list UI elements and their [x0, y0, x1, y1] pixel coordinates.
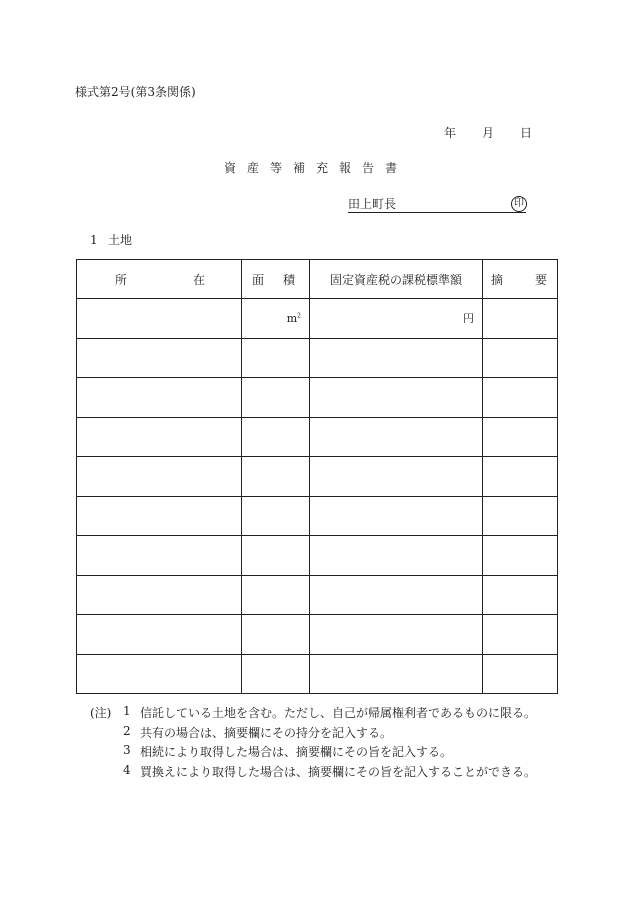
- assessed-value-cell[interactable]: [310, 299, 483, 339]
- section-label: 土地: [108, 233, 133, 247]
- header-area-part1: 面: [252, 272, 265, 287]
- area-unit-exponent: 2: [297, 312, 301, 320]
- area-cell[interactable]: [242, 575, 310, 615]
- location-cell[interactable]: [77, 615, 242, 655]
- area-cell[interactable]: [242, 615, 310, 655]
- assessed-value-cell[interactable]: [310, 496, 483, 536]
- date-line: [444, 127, 532, 139]
- table-body: [77, 299, 558, 694]
- addressee: 田上町長: [348, 198, 526, 213]
- area-cell[interactable]: [242, 299, 310, 339]
- notes-prefix: (注): [90, 706, 112, 720]
- header-area-part2: 積: [282, 272, 295, 287]
- date-year-label: 年: [444, 126, 457, 140]
- seal-mark: 印: [511, 196, 527, 212]
- remarks-cell[interactable]: [483, 457, 558, 497]
- table-header-row: [77, 260, 558, 299]
- table-row: [77, 378, 558, 418]
- location-cell[interactable]: [77, 378, 242, 418]
- table-row: [77, 575, 558, 615]
- remarks-cell[interactable]: [483, 378, 558, 418]
- location-cell[interactable]: [77, 299, 242, 339]
- value-unit: 円: [463, 312, 474, 326]
- table-row: [77, 299, 558, 339]
- remarks-cell[interactable]: [483, 417, 558, 457]
- note-number: 3: [123, 743, 131, 757]
- remarks-cell[interactable]: [483, 299, 558, 339]
- assessed-value-cell[interactable]: [310, 378, 483, 418]
- date-month-label: 月: [482, 126, 495, 140]
- area-cell[interactable]: [242, 378, 310, 418]
- area-cell[interactable]: [242, 536, 310, 576]
- area-cell[interactable]: [242, 496, 310, 536]
- location-cell[interactable]: [77, 457, 242, 497]
- assessed-value-cell[interactable]: [310, 457, 483, 497]
- location-cell[interactable]: [77, 654, 242, 694]
- assessed-value-cell[interactable]: [310, 654, 483, 694]
- remarks-cell[interactable]: [483, 615, 558, 655]
- table-row: [77, 615, 558, 655]
- date-day-label: 日: [520, 126, 533, 140]
- remarks-cell[interactable]: [483, 536, 558, 576]
- note-number: 1: [123, 704, 131, 718]
- note-text: 共有の場合は、摘要欄にその持分を記入する。: [140, 725, 393, 740]
- area-cell[interactable]: [242, 338, 310, 378]
- header-location-part2: 在: [192, 272, 205, 287]
- form-number: 様式第2号(第3条関係): [75, 85, 196, 99]
- assessed-value-cell[interactable]: [310, 575, 483, 615]
- area-cell[interactable]: [242, 457, 310, 497]
- area-cell[interactable]: [242, 417, 310, 457]
- note-item: [90, 724, 536, 744]
- area-unit: m: [286, 311, 298, 325]
- header-remarks: [483, 260, 558, 299]
- notes: [90, 704, 536, 782]
- table-row: [77, 536, 558, 576]
- table-row: [77, 417, 558, 457]
- assessed-value-cell[interactable]: [310, 536, 483, 576]
- header-assessed-value-label: 固定資産税の課税標準額: [329, 272, 462, 287]
- remarks-cell[interactable]: [483, 496, 558, 536]
- assessed-value-cell[interactable]: [310, 615, 483, 655]
- header-remarks-part2: 要: [534, 272, 547, 287]
- header-location-part1: 所: [115, 272, 128, 287]
- location-cell[interactable]: [77, 417, 242, 457]
- location-cell[interactable]: [77, 575, 242, 615]
- remarks-cell[interactable]: [483, 654, 558, 694]
- section-heading: [90, 234, 132, 246]
- table-row: [77, 496, 558, 536]
- location-cell[interactable]: [77, 338, 242, 378]
- location-cell[interactable]: [77, 496, 242, 536]
- header-area: [242, 260, 310, 299]
- section-number: 1: [90, 233, 98, 247]
- location-cell[interactable]: [77, 536, 242, 576]
- note-text: 信託している土地を含む。ただし、自己が帰属権利者であるものに限る。: [140, 706, 537, 720]
- remarks-cell[interactable]: [483, 338, 558, 378]
- remarks-cell[interactable]: [483, 575, 558, 615]
- note-text: 相続により取得した場合は、摘要欄にその旨を記入する。: [140, 745, 453, 759]
- note-number: 4: [123, 762, 131, 777]
- note-item: [90, 743, 536, 763]
- table-row: [77, 457, 558, 497]
- note-text: 買換えにより取得した場合は、摘要欄にその旨を記入することができる。: [140, 764, 537, 779]
- land-table: [76, 259, 558, 694]
- assessed-value-cell[interactable]: [310, 338, 483, 378]
- table-row: [77, 654, 558, 694]
- assessed-value-cell[interactable]: [310, 417, 483, 457]
- header-location: [77, 260, 242, 299]
- header-remarks-part1: 摘: [491, 272, 504, 287]
- note-item: [90, 763, 536, 783]
- header-assessed-value: [310, 260, 483, 299]
- document-title: 資産等補充報告書: [224, 161, 409, 175]
- table-row: [77, 338, 558, 378]
- area-cell[interactable]: [242, 654, 310, 694]
- note-number: 2: [123, 723, 131, 738]
- note-item: [90, 704, 536, 724]
